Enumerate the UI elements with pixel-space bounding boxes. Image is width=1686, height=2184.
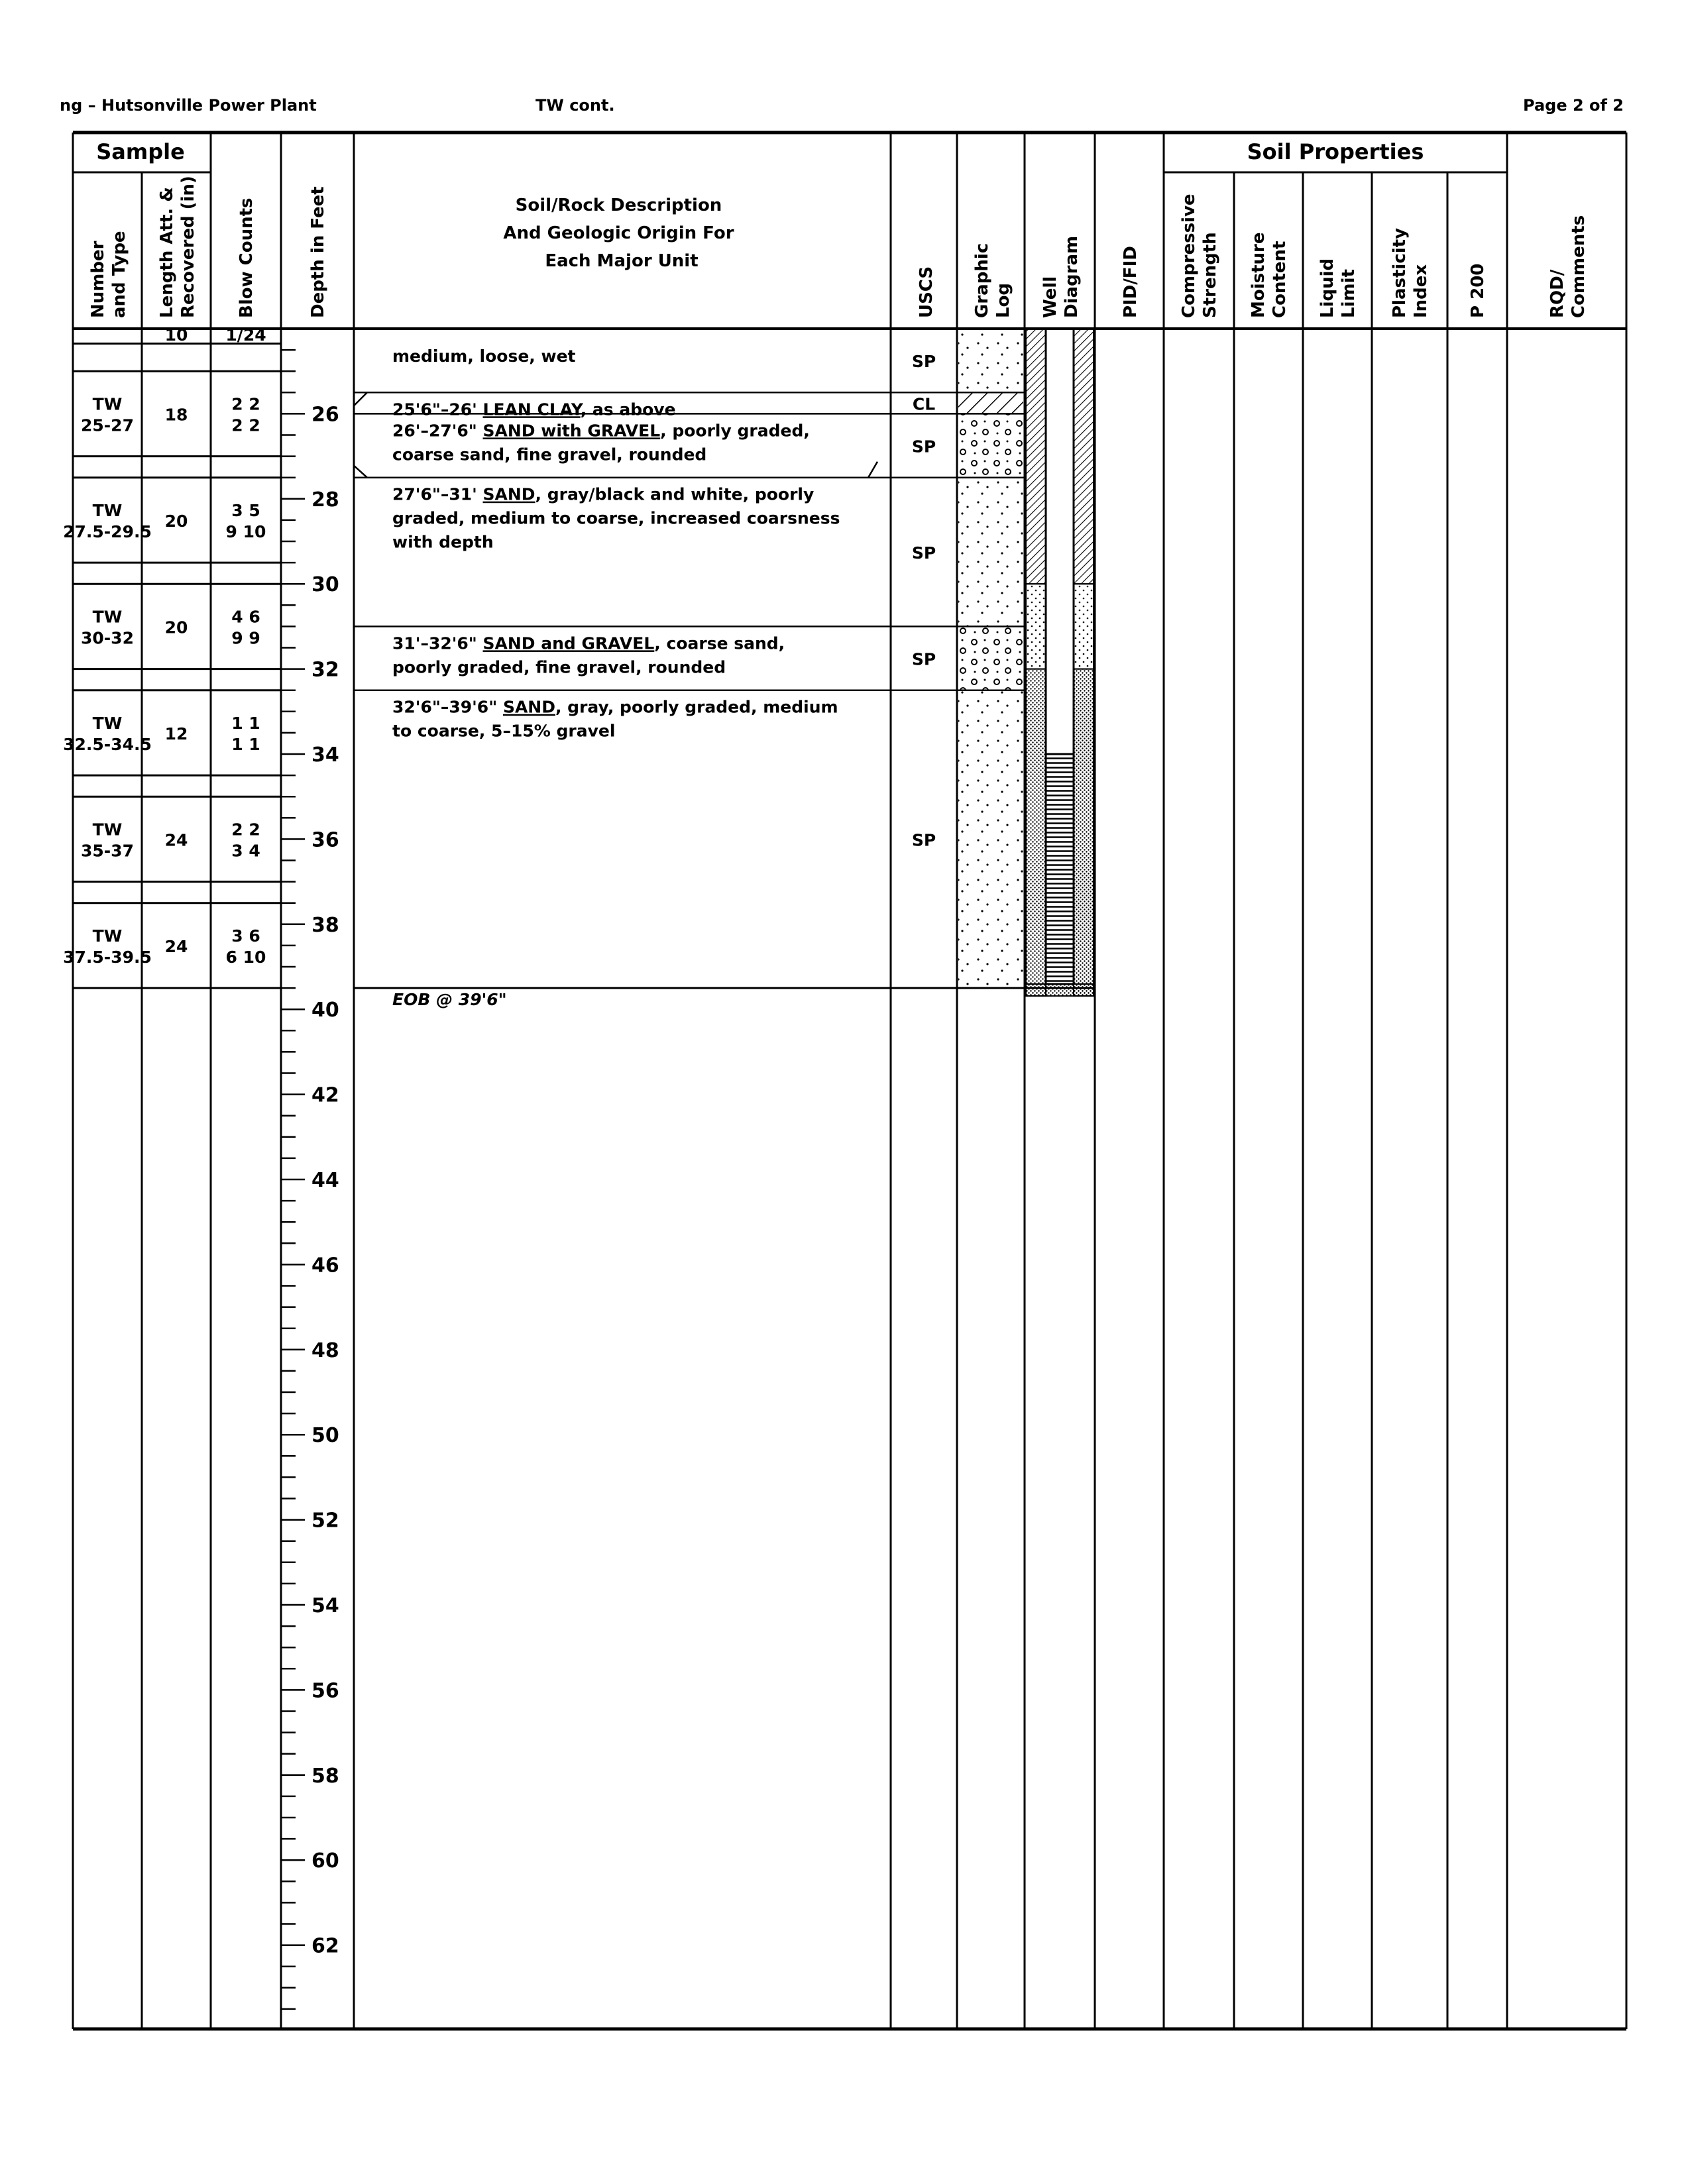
unit-description: 27'6"–31' SAND, gray/black and white, poorly [392,484,815,504]
soil-unit [354,413,1025,477]
sample-interval: 27.5-29.5 [63,521,152,541]
depth-label: 56 [311,1679,339,1703]
col-length-recovered: Length Att. & Recovered (in) [157,176,198,318]
depth-label: 26 [311,403,339,427]
unit-description: to coarse, 5–15% gravel [392,721,616,741]
sample-length: 18 [164,405,188,425]
sample-interval: 25-27 [81,415,134,435]
sample-interval: 37.5-39.5 [63,947,152,967]
well-sand-seal [1074,584,1094,669]
col-uscs: USCS [917,266,936,318]
sample-type: TW [92,500,123,520]
well-filter-pack [1026,984,1094,996]
depth-label: 34 [311,743,339,767]
blow-count: 2 2 [231,394,260,414]
sample-group-header: Sample [96,139,185,164]
depth-label: 48 [311,1338,339,1362]
sample-row [63,690,281,775]
col-depth: Depth in Feet [308,186,328,318]
col-liquid-limit: Liquid Limit [1318,258,1359,318]
graphic-log-pattern [958,690,1023,988]
depth-label: 44 [311,1169,339,1192]
graphic-log-pattern [958,478,1023,627]
depth-label: 58 [311,1764,339,1788]
well-sand-seal [1026,584,1046,669]
sample-row [63,903,281,988]
sample-type: TW [92,820,123,840]
soil-units [354,329,1095,988]
depth-label: 46 [311,1254,339,1278]
soil-unit [354,478,1025,627]
col-blow-counts: Blow Counts [237,197,256,318]
col-compressive-strength: Compressive Strength [1179,193,1220,318]
sample-length: 20 [164,511,188,531]
depth-label: 38 [311,913,339,937]
sample-rows [63,325,281,988]
blow-count: 3 4 [231,841,260,861]
blow-count: 1 1 [231,713,260,733]
sample-type: TW [92,394,123,414]
uscs-code: SP [911,543,936,563]
uscs-code: SP [911,649,936,669]
table-frame [73,133,1626,2029]
depth-label: 42 [311,1083,339,1107]
uscs-code: SP [911,437,936,457]
sample-type: TW [92,713,123,733]
well-diagram [1026,329,1094,996]
graphic-log-pattern [958,413,1023,477]
sample-length: 24 [164,936,188,956]
unit-description: 25'6"–26' LEAN CLAY, as above [392,400,676,419]
depth-label: 52 [311,1509,339,1533]
col-description: Soil/Rock Description And Geologic Origin For Each Major Unit [503,195,734,271]
end-of-boring-label: EOB @ 39'6" [392,990,507,1009]
col-rqd-comments: RQD/ Comments [1547,215,1589,318]
soil-properties-header: Soil Properties [1247,139,1424,164]
col-pid-fid: PID/FID [1121,246,1141,318]
graphic-log-pattern [958,626,1023,690]
blow-count: 1/24 [225,325,266,345]
blow-count: 9 9 [231,628,260,648]
unit-description: medium, loose, wet [392,347,576,366]
depth-label: 50 [311,1424,339,1448]
graphic-log-pattern [958,392,1023,413]
col-graphic-log: Graphic Log [972,243,1013,318]
blow-count: 1 1 [231,734,260,754]
sample-row [73,796,281,881]
soil-unit [354,626,1025,690]
blow-count: 6 10 [225,947,266,967]
sample-row [73,584,281,669]
unit-description: graded, medium to coarse, increased coarsness [392,508,840,528]
blow-count: 3 5 [231,500,260,520]
sample-length: 12 [164,724,188,743]
well-filter-pack [1026,669,1046,997]
unit-description: 32'6"–39'6" SAND, gray, poorly graded, medium [392,697,838,717]
depth-label: 60 [311,1849,339,1873]
unit-description: poorly graded, fine gravel, rounded [392,657,726,677]
col-number-type: Number and Type [88,231,129,318]
sample-interval: 30-32 [81,628,134,648]
depth-label: 28 [311,488,339,512]
sample-type: TW [92,926,123,946]
sample-row [63,478,281,563]
well-grout [1074,329,1094,584]
unit-description: with depth [392,532,494,552]
sample-type: TW [92,607,123,627]
soil-unit [354,392,1025,419]
sample-length: 24 [164,830,188,850]
uscs-code: SP [911,830,936,850]
blow-count: 9 10 [225,521,266,541]
unit-description: 31'–32'6" SAND and GRAVEL, coarse sand, [392,633,785,653]
soil-unit [392,329,1025,392]
unit-description: 26'–27'6" SAND with GRAVEL, poorly graded, [392,421,810,441]
unit-boundary [354,392,367,406]
sample-interval: 35-37 [81,841,134,861]
col-plasticity-index: Plasticity Index [1390,227,1431,318]
graphic-log-pattern [958,329,1023,392]
soil-unit [354,690,1025,988]
sample-row [73,325,281,345]
col-well-diagram: Well Diagram [1040,235,1082,318]
depth-label: 40 [311,999,339,1022]
depth-scale [281,329,339,2009]
sample-interval: 32.5-34.5 [63,734,152,754]
blow-count: 2 2 [231,415,260,435]
column-headers [88,139,1589,318]
well-filter-pack [1074,669,1094,997]
blow-count: 2 2 [231,820,260,840]
col-p200: P 200 [1468,263,1488,318]
unit-description: coarse sand, fine gravel, rounded [392,445,707,464]
depth-label: 36 [311,828,339,852]
sample-length: 10 [164,325,188,345]
sample-row [73,371,281,456]
uscs-code: SP [911,352,936,372]
blow-count: 3 6 [231,926,260,946]
header-page-number: Page 2 of 2 [1523,96,1624,115]
well-grout [1026,329,1046,584]
col-moisture-content: Moisture Content [1249,232,1290,318]
well-screen [1046,754,1074,984]
header-project: ng – Hutsonville Power Plant [60,96,317,115]
uscs-code: CL [912,394,936,414]
depth-label: 54 [311,1594,339,1617]
depth-label: 32 [311,658,339,682]
sample-length: 20 [164,618,188,637]
header-boring-id: TW cont. [535,96,615,115]
depth-label: 62 [311,1934,339,1958]
depth-label: 30 [311,573,339,597]
blow-count: 4 6 [231,607,260,627]
